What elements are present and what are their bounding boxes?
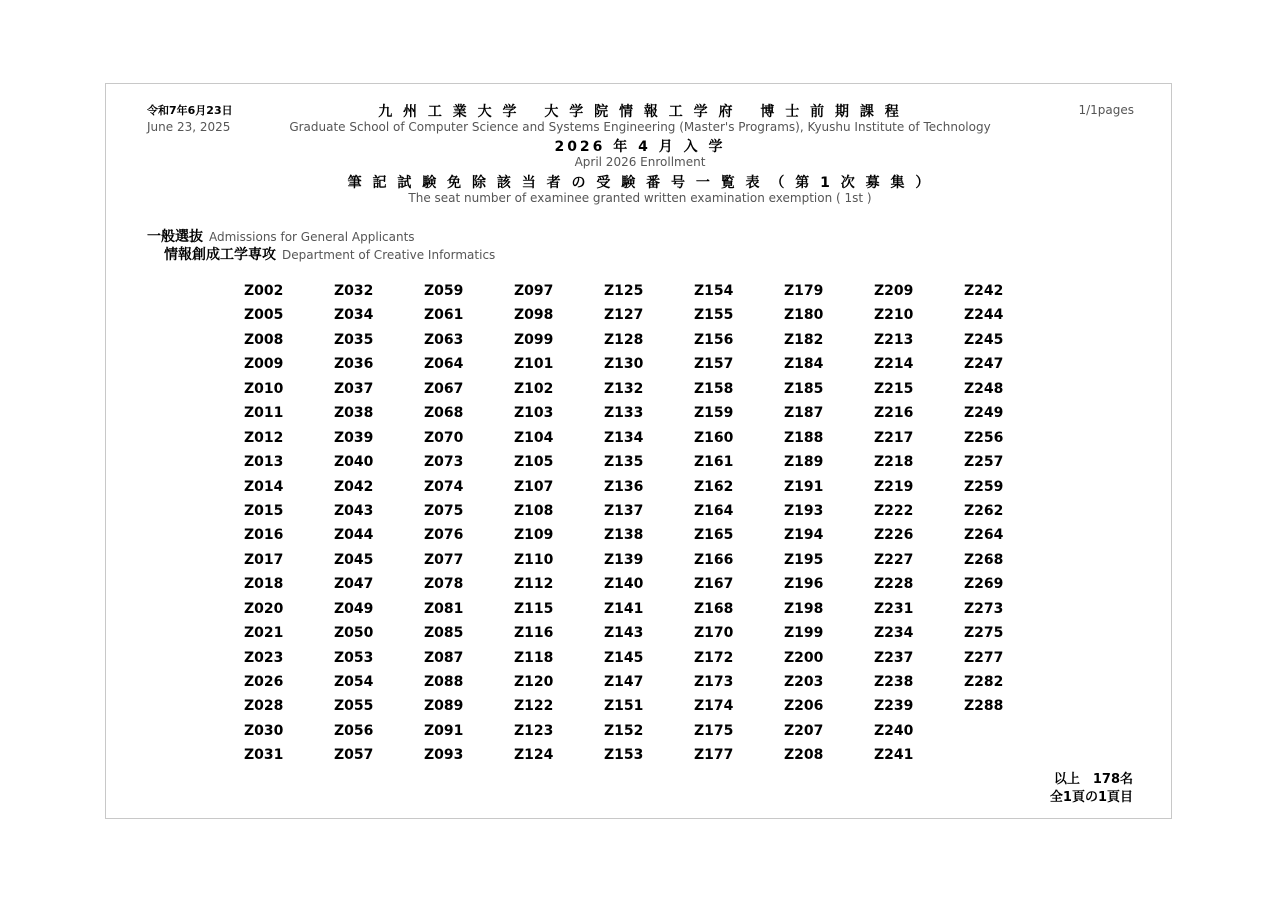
seat-number-cell: Z075 bbox=[424, 502, 464, 519]
seat-number-cell: Z010 bbox=[244, 380, 284, 397]
seat-number-cell: Z104 bbox=[514, 429, 554, 446]
seat-number-cell: Z189 bbox=[784, 454, 824, 471]
seat-number-cell: Z244 bbox=[964, 307, 1004, 324]
seat-number-cell: Z185 bbox=[784, 380, 824, 397]
seat-number-cell: Z056 bbox=[334, 722, 374, 739]
seat-number-cell: Z209 bbox=[874, 283, 914, 299]
seat-number-cell: Z043 bbox=[334, 502, 374, 519]
seat-number-cell: Z077 bbox=[424, 551, 464, 568]
seat-number-cell: Z115 bbox=[514, 600, 554, 617]
seat-number-column bbox=[964, 281, 1054, 770]
seat-number-cell: Z073 bbox=[424, 454, 464, 471]
page-info: 全1頁の1頁目 bbox=[1049, 790, 1133, 805]
seat-number-cell: Z017 bbox=[244, 551, 284, 568]
seat-number-cell: Z170 bbox=[694, 625, 734, 642]
seat-number-cell: Z013 bbox=[244, 454, 284, 471]
seat-number-cell: Z015 bbox=[244, 502, 284, 519]
seat-number-cell: Z107 bbox=[514, 478, 554, 495]
seat-number-cell: Z020 bbox=[244, 600, 284, 617]
seat-number-cell: Z210 bbox=[874, 307, 914, 324]
seat-number-cell: Z216 bbox=[874, 405, 914, 422]
seat-number-cell: Z231 bbox=[874, 600, 914, 617]
total-count: 以上 178名 bbox=[1053, 772, 1133, 787]
seat-number-cell: Z009 bbox=[244, 356, 284, 373]
seat-number-cell: Z164 bbox=[694, 502, 734, 519]
seat-number-cell: Z076 bbox=[424, 527, 464, 544]
seat-number-cell: Z217 bbox=[874, 429, 914, 446]
seat-number-cell: Z120 bbox=[514, 674, 554, 690]
seat-number-cell: Z055 bbox=[334, 698, 374, 715]
seat-number-cell: Z145 bbox=[604, 649, 644, 666]
seat-number-cell: Z112 bbox=[514, 576, 554, 593]
admission-label-japanese: 一般選抜 bbox=[147, 229, 203, 245]
seat-number-cell: Z081 bbox=[424, 600, 464, 617]
seat-number-cell: Z162 bbox=[694, 478, 734, 495]
seat-number-cell: Z087 bbox=[424, 649, 464, 666]
seat-number-cell: Z282 bbox=[964, 674, 1004, 690]
university-title-japanese: 九 州 工 業 大 学 大 学 院 情 報 工 学 府 博 士 前 期 課 程 bbox=[378, 104, 902, 120]
seat-number-cell: Z097 bbox=[514, 283, 554, 299]
seat-number-cell: Z045 bbox=[334, 551, 374, 568]
seat-number-cell: Z138 bbox=[604, 527, 644, 544]
seat-number-cell: Z172 bbox=[694, 649, 734, 666]
seat-number-cell: Z039 bbox=[334, 429, 374, 446]
seat-number-cell: Z158 bbox=[694, 380, 734, 397]
seat-number-cell: Z222 bbox=[874, 502, 914, 519]
admission-heading bbox=[147, 226, 415, 246]
seat-number-cell: Z143 bbox=[604, 625, 644, 642]
seat-number-cell: Z050 bbox=[334, 625, 374, 642]
seat-number-cell: Z127 bbox=[604, 307, 644, 324]
seat-number-cell: Z049 bbox=[334, 600, 374, 617]
seat-number-table bbox=[244, 281, 1054, 770]
seat-number-cell: Z167 bbox=[694, 576, 734, 593]
seat-number-cell: Z016 bbox=[244, 527, 284, 544]
seat-number-cell: Z194 bbox=[784, 527, 824, 544]
seat-number-cell: Z068 bbox=[424, 405, 464, 422]
seat-number-cell: Z238 bbox=[874, 674, 914, 690]
seat-number-cell: Z040 bbox=[334, 454, 374, 471]
seat-number-cell: Z174 bbox=[694, 698, 734, 715]
seat-number-cell: Z269 bbox=[964, 576, 1004, 593]
seat-number-cell: Z196 bbox=[784, 576, 824, 593]
seat-number-cell: Z108 bbox=[514, 502, 554, 519]
seat-number-cell: Z078 bbox=[424, 576, 464, 593]
seat-number-cell: Z099 bbox=[514, 331, 554, 348]
seat-number-cell: Z011 bbox=[244, 405, 284, 422]
seat-number-cell: Z152 bbox=[604, 722, 644, 739]
admission-label-english: Admissions for General Applicants bbox=[209, 230, 415, 244]
seat-number-cell: Z044 bbox=[334, 527, 374, 544]
seat-number-cell: Z093 bbox=[424, 747, 464, 764]
seat-number-cell: Z227 bbox=[874, 551, 914, 568]
seat-number-cell: Z070 bbox=[424, 429, 464, 446]
seat-number-cell: Z133 bbox=[604, 405, 644, 422]
seat-number-cell: Z135 bbox=[604, 454, 644, 471]
seat-number-cell: Z061 bbox=[424, 307, 464, 324]
seat-number-cell: Z053 bbox=[334, 649, 374, 666]
seat-number-cell: Z101 bbox=[514, 356, 554, 373]
seat-number-cell: Z226 bbox=[874, 527, 914, 544]
seat-number-cell: Z177 bbox=[694, 747, 734, 764]
seat-number-cell: Z200 bbox=[784, 649, 824, 666]
seat-number-cell: Z206 bbox=[784, 698, 824, 715]
seat-number-cell: Z213 bbox=[874, 331, 914, 348]
seat-number-cell: Z008 bbox=[244, 331, 284, 348]
department-heading bbox=[164, 244, 495, 264]
seat-number-cell: Z085 bbox=[424, 625, 464, 642]
seat-number-cell: Z218 bbox=[874, 454, 914, 471]
list-title-english: The seat number of examinee granted written examination exemption ( 1st ) bbox=[408, 191, 872, 205]
seat-number-cell: Z098 bbox=[514, 307, 554, 324]
seat-number-column bbox=[424, 281, 514, 770]
seat-number-cell: Z151 bbox=[604, 698, 644, 715]
seat-number-cell: Z198 bbox=[784, 600, 824, 617]
seat-number-cell: Z264 bbox=[964, 527, 1004, 544]
seat-number-cell: Z248 bbox=[964, 380, 1004, 397]
seat-number-cell: Z130 bbox=[604, 356, 644, 373]
seat-number-cell: Z116 bbox=[514, 625, 554, 642]
seat-number-cell: Z028 bbox=[244, 698, 284, 715]
seat-number-cell: Z207 bbox=[784, 722, 824, 739]
seat-number-cell: Z275 bbox=[964, 625, 1004, 642]
seat-number-cell: Z102 bbox=[514, 380, 554, 397]
seat-number-cell: Z103 bbox=[514, 405, 554, 422]
seat-number-column bbox=[244, 281, 334, 770]
seat-number-cell: Z110 bbox=[514, 551, 554, 568]
seat-number-cell: Z123 bbox=[514, 722, 554, 739]
seat-number-cell: Z187 bbox=[784, 405, 824, 422]
seat-number-cell: Z067 bbox=[424, 380, 464, 397]
seat-number-cell: Z139 bbox=[604, 551, 644, 568]
seat-number-cell: Z240 bbox=[874, 722, 914, 739]
seat-number-cell: Z122 bbox=[514, 698, 554, 715]
seat-number-cell: Z288 bbox=[964, 698, 1004, 715]
seat-number-cell: Z091 bbox=[424, 722, 464, 739]
page-count: 1/1pages bbox=[1078, 103, 1134, 117]
seat-number-cell: Z059 bbox=[424, 283, 464, 299]
seat-number-cell: Z188 bbox=[784, 429, 824, 446]
seat-number-column bbox=[784, 281, 874, 770]
seat-number-cell: Z023 bbox=[244, 649, 284, 666]
seat-number-cell: Z074 bbox=[424, 478, 464, 495]
department-label-japanese: 情報創成工学専攻 bbox=[164, 247, 276, 263]
enrollment-japanese: 2026 年 4 月 入 学 bbox=[554, 139, 726, 155]
seat-number-cell: Z037 bbox=[334, 380, 374, 397]
seat-number-cell: Z032 bbox=[334, 283, 374, 299]
seat-number-cell: Z002 bbox=[244, 283, 284, 299]
seat-number-cell: Z208 bbox=[784, 747, 824, 764]
seat-number-cell: Z257 bbox=[964, 454, 1004, 471]
department-label-english: Department of Creative Informatics bbox=[282, 248, 496, 262]
seat-number-cell: Z175 bbox=[694, 722, 734, 739]
seat-number-cell: Z064 bbox=[424, 356, 464, 373]
seat-number-cell: Z118 bbox=[514, 649, 554, 666]
seat-number-cell: Z184 bbox=[784, 356, 824, 373]
seat-number-cell: Z273 bbox=[964, 600, 1004, 617]
seat-number-cell: Z166 bbox=[694, 551, 734, 568]
seat-number-column bbox=[604, 281, 694, 770]
seat-number-cell: Z161 bbox=[694, 454, 734, 471]
seat-number-cell: Z215 bbox=[874, 380, 914, 397]
seat-number-cell: Z088 bbox=[424, 674, 464, 690]
seat-number-cell: Z137 bbox=[604, 502, 644, 519]
seat-number-cell: Z034 bbox=[334, 307, 374, 324]
seat-number-cell: Z140 bbox=[604, 576, 644, 593]
seat-number-cell: Z036 bbox=[334, 356, 374, 373]
seat-number-column bbox=[514, 281, 604, 770]
seat-number-cell: Z124 bbox=[514, 747, 554, 764]
seat-number-cell: Z155 bbox=[694, 307, 734, 324]
seat-number-cell: Z234 bbox=[874, 625, 914, 642]
seat-number-cell: Z268 bbox=[964, 551, 1004, 568]
seat-number-cell: Z141 bbox=[604, 600, 644, 617]
seat-number-cell: Z247 bbox=[964, 356, 1004, 373]
seat-number-cell: Z157 bbox=[694, 356, 734, 373]
seat-number-cell: Z219 bbox=[874, 478, 914, 495]
seat-number-cell: Z089 bbox=[424, 698, 464, 715]
date-japanese: 令和7年6月23日 bbox=[147, 104, 233, 117]
seat-number-cell: Z038 bbox=[334, 405, 374, 422]
seat-number-cell: Z199 bbox=[784, 625, 824, 642]
seat-number-cell: Z277 bbox=[964, 649, 1004, 666]
seat-number-cell: Z242 bbox=[964, 283, 1004, 299]
seat-number-cell: Z182 bbox=[784, 331, 824, 348]
seat-number-cell: Z109 bbox=[514, 527, 554, 544]
seat-number-cell: Z245 bbox=[964, 331, 1004, 348]
seat-number-cell: Z026 bbox=[244, 674, 284, 690]
seat-number-cell: Z193 bbox=[784, 502, 824, 519]
seat-number-cell: Z237 bbox=[874, 649, 914, 666]
seat-number-cell: Z136 bbox=[604, 478, 644, 495]
seat-number-column bbox=[874, 281, 964, 770]
seat-number-cell: Z147 bbox=[604, 674, 644, 690]
seat-number-cell: Z047 bbox=[334, 576, 374, 593]
seat-number-cell: Z132 bbox=[604, 380, 644, 397]
seat-number-cell: Z125 bbox=[604, 283, 644, 299]
seat-number-cell: Z014 bbox=[244, 478, 284, 495]
seat-number-cell: Z030 bbox=[244, 722, 284, 739]
seat-number-cell: Z159 bbox=[694, 405, 734, 422]
seat-number-cell: Z165 bbox=[694, 527, 734, 544]
seat-number-cell: Z179 bbox=[784, 283, 824, 299]
enrollment-english: April 2026 Enrollment bbox=[574, 155, 706, 169]
seat-number-column bbox=[694, 281, 784, 770]
seat-number-cell: Z168 bbox=[694, 600, 734, 617]
seat-number-cell: Z256 bbox=[964, 429, 1004, 446]
seat-number-cell: Z228 bbox=[874, 576, 914, 593]
seat-number-cell: Z054 bbox=[334, 674, 374, 690]
seat-number-cell: Z031 bbox=[244, 747, 284, 764]
seat-number-cell: Z180 bbox=[784, 307, 824, 324]
seat-number-cell: Z012 bbox=[244, 429, 284, 446]
list-title-japanese: 筆 記 試 験 免 除 該 当 者 の 受 験 番 号 一 覧 表 （ 第 1 次 募 集 ） bbox=[347, 175, 933, 191]
seat-number-cell: Z042 bbox=[334, 478, 374, 495]
seat-number-cell: Z249 bbox=[964, 405, 1004, 422]
date-english: June 23, 2025 bbox=[147, 120, 231, 134]
seat-number-cell: Z195 bbox=[784, 551, 824, 568]
seat-number-cell: Z005 bbox=[244, 307, 284, 324]
seat-number-cell: Z057 bbox=[334, 747, 374, 764]
seat-number-cell: Z035 bbox=[334, 331, 374, 348]
seat-number-column bbox=[334, 281, 424, 770]
seat-number-cell: Z021 bbox=[244, 625, 284, 642]
seat-number-cell: Z128 bbox=[604, 331, 644, 348]
seat-number-cell: Z160 bbox=[694, 429, 734, 446]
seat-number-cell: Z191 bbox=[784, 478, 824, 495]
seat-number-cell: Z018 bbox=[244, 576, 284, 593]
seat-number-cell: Z063 bbox=[424, 331, 464, 348]
seat-number-cell: Z259 bbox=[964, 478, 1004, 495]
seat-number-cell: Z173 bbox=[694, 674, 734, 690]
seat-number-cell: Z203 bbox=[784, 674, 824, 690]
seat-number-cell: Z239 bbox=[874, 698, 914, 715]
university-title-english: Graduate School of Computer Science and Systems Engineering (Master's Programs), Kyushu Institute of Technology bbox=[289, 120, 991, 134]
seat-number-cell: Z262 bbox=[964, 502, 1004, 519]
seat-number-cell: Z241 bbox=[874, 747, 914, 764]
seat-number-cell: Z214 bbox=[874, 356, 914, 373]
seat-number-cell: Z153 bbox=[604, 747, 644, 764]
seat-number-cell: Z156 bbox=[694, 331, 734, 348]
seat-number-cell: Z105 bbox=[514, 454, 554, 471]
seat-number-cell: Z134 bbox=[604, 429, 644, 446]
seat-number-cell: Z154 bbox=[694, 283, 734, 299]
